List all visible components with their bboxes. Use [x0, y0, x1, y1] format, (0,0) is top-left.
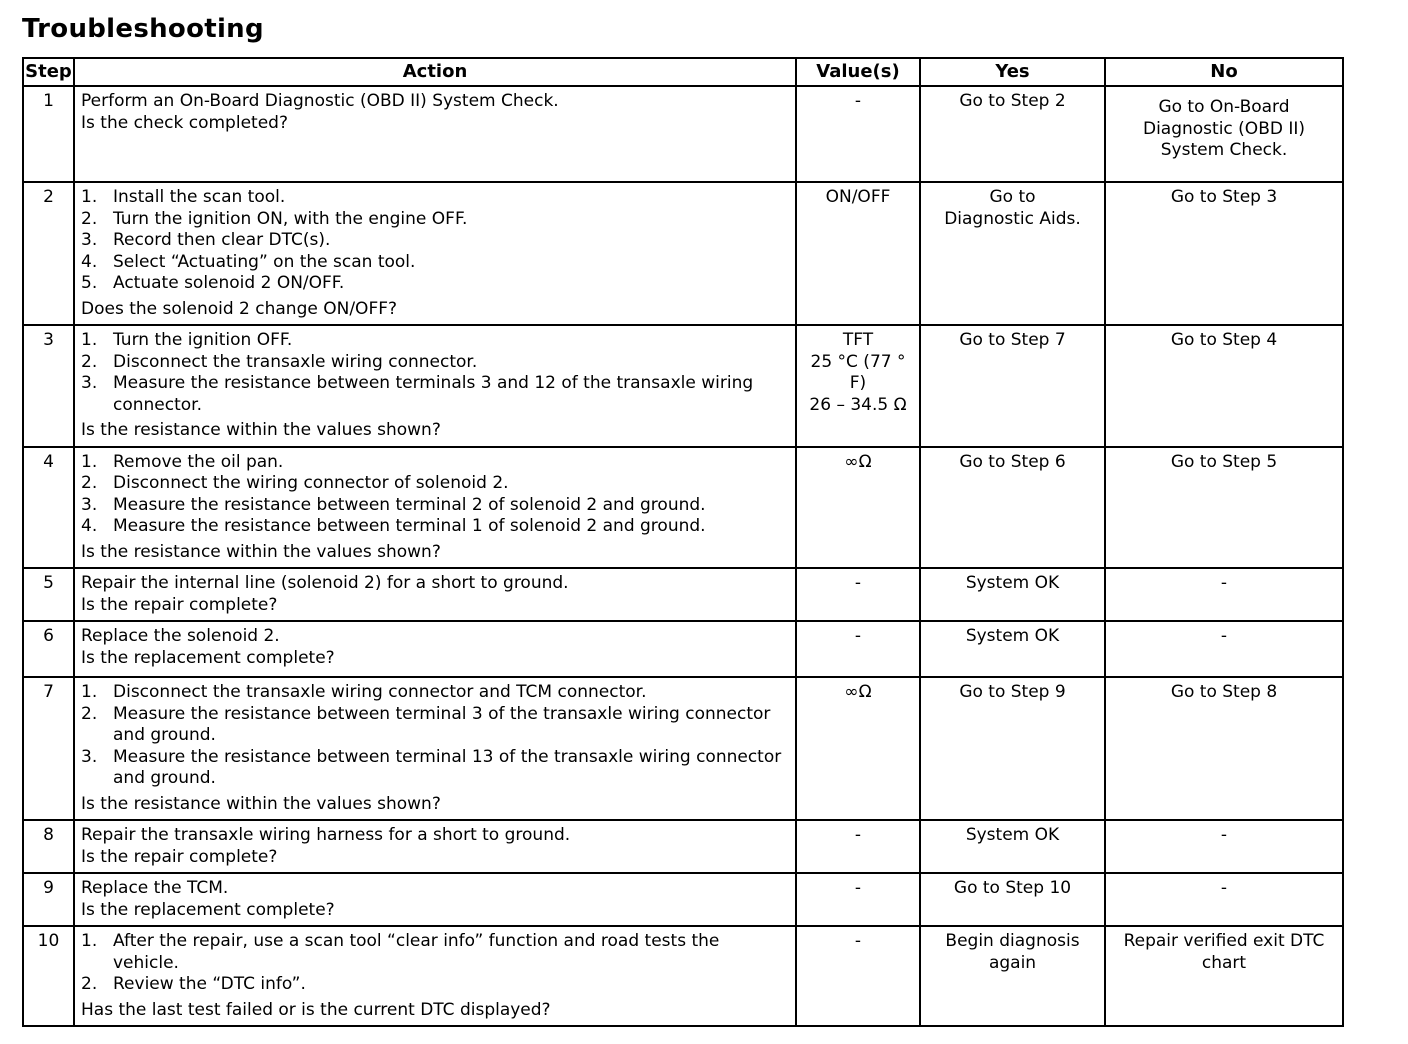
table-row: [23, 86, 1343, 182]
yes-line: again: [988, 952, 1037, 973]
action-step-number: 4.: [81, 516, 98, 536]
no-line: System Check.: [1160, 140, 1288, 160]
action-step-number: 2.: [81, 351, 98, 372]
action-question: Is the repair complete?: [81, 846, 278, 867]
action-cell: [74, 926, 796, 1026]
action-step-number: 1.: [81, 682, 98, 702]
step-cell: [23, 447, 74, 569]
value-cell: [796, 325, 920, 447]
action-text: Replace the TCM.: [81, 878, 229, 898]
action-question: Is the resistance within the values shown?: [81, 541, 441, 562]
action-cell: [74, 86, 796, 182]
no-line: Diagnostic (OBD II): [1142, 118, 1306, 139]
action-cell: [74, 873, 796, 926]
yes-cell: [920, 182, 1105, 325]
action-cell: [74, 568, 796, 621]
no-text: Go to Step 4: [1170, 330, 1278, 350]
yes-text: Go to Step 7: [959, 330, 1066, 350]
action-text: Repair the internal line (solenoid 2) for a short to ground.: [81, 573, 569, 593]
header-row: [23, 58, 1343, 86]
step-number: 2: [43, 187, 54, 207]
value-cell: [796, 820, 920, 873]
action-step-text: Disconnect the wiring connector of solenoid 2.: [113, 473, 509, 493]
action-step-item: [81, 209, 789, 231]
value-cell: [796, 86, 920, 182]
table-row: [23, 568, 1343, 621]
action-step-number: 3.: [81, 494, 98, 515]
action-step-number: 3.: [81, 373, 98, 393]
action-cell: [74, 820, 796, 873]
action-step-item: [81, 373, 789, 416]
table-row: [23, 447, 1343, 569]
step-number: 1: [43, 91, 54, 111]
value-line: F): [849, 373, 867, 393]
action-cell: [74, 182, 796, 325]
table-row: [23, 873, 1343, 926]
action-step-text: Actuate solenoid 2 ON/OFF.: [113, 273, 345, 293]
no-cell: [1105, 873, 1343, 926]
step-cell: [23, 325, 74, 447]
value-text: ∞Ω: [844, 682, 872, 702]
value-line: 26 – 34.5 Ω: [809, 394, 907, 415]
action-step-text: Turn the ignition ON, with the engine OFF.: [113, 208, 468, 229]
step-number: 5: [43, 573, 54, 593]
action-step-number: 5.: [81, 273, 98, 293]
action-step-text: Select “Actuating” on the scan tool.: [113, 251, 416, 272]
action-step-number: 1.: [81, 931, 98, 951]
action-cell: [74, 621, 796, 677]
troubleshooting-table: [22, 57, 1344, 1027]
step-cell: [23, 86, 74, 182]
value-line: 25 °C (77 °: [810, 351, 906, 372]
action-step-text: Install the scan tool.: [113, 187, 286, 207]
action-step-item: [81, 330, 789, 352]
yes-cell: [920, 873, 1105, 926]
action-question: Is the resistance within the values shown?: [81, 420, 441, 440]
action-step-number: 1.: [81, 187, 98, 207]
action-step-item: [81, 704, 789, 747]
value-cell: [796, 873, 920, 926]
action-step-text: Review the “DTC info”.: [113, 974, 306, 994]
no-text: Go to Step 8: [1170, 682, 1278, 702]
header-action: Action: [74, 58, 796, 86]
yes-line: Go to: [989, 187, 1036, 207]
yes-cell: [920, 677, 1105, 820]
step-cell: [23, 873, 74, 926]
no-cell: [1105, 568, 1343, 621]
no-text: Go to Step 3: [1170, 187, 1278, 207]
action-step-item: [81, 230, 789, 252]
no-line: chart: [1201, 952, 1247, 973]
step-number: 3: [43, 330, 54, 350]
action-steps-list: [81, 330, 789, 416]
yes-text: Go to Step 2: [959, 91, 1066, 111]
value-cell: [796, 182, 920, 325]
action-text: Replace the solenoid 2.: [81, 626, 280, 646]
value-cell: [796, 677, 920, 820]
action-step-number: 3.: [81, 746, 98, 767]
action-step-number: 2.: [81, 974, 98, 994]
action-step-number: 2.: [81, 208, 98, 229]
yes-cell: [920, 568, 1105, 621]
action-cell: [74, 447, 796, 569]
table-row: [23, 820, 1343, 873]
action-steps-list: [81, 452, 789, 538]
step-number: 6: [43, 626, 54, 646]
action-question: Is the check completed?: [81, 112, 288, 133]
yes-cell: [920, 325, 1105, 447]
yes-cell: [920, 447, 1105, 569]
no-text: Go to Step 5: [1170, 451, 1278, 472]
step-number: 10: [37, 931, 60, 951]
action-step-number: 1.: [81, 330, 98, 350]
action-step-item: [81, 974, 789, 996]
action-step-text: Measure the resistance between terminals 3 and 12 of the transaxle wiring connector.: [113, 373, 754, 415]
header-values: Value(s): [796, 58, 920, 86]
header-yes: Yes: [920, 58, 1105, 86]
value-text: -: [854, 91, 862, 111]
table-row: [23, 677, 1343, 820]
value-text: ON/OFF: [825, 187, 891, 207]
yes-cell: [920, 86, 1105, 182]
action-step-text: Measure the resistance between terminal 3 of the transaxle wiring connector and ground.: [113, 703, 771, 745]
header-no: No: [1105, 58, 1343, 86]
action-cell: [74, 325, 796, 447]
step-cell: [23, 820, 74, 873]
yes-text: Go to Step 9: [959, 682, 1066, 702]
value-line: TFT: [842, 330, 874, 350]
action-step-number: 3.: [81, 230, 98, 250]
action-question: Is the resistance within the values shown?: [81, 793, 441, 814]
action-step-item: [81, 495, 789, 517]
value-cell: [796, 568, 920, 621]
value-text: -: [854, 626, 862, 646]
action-step-item: [81, 187, 789, 209]
step-cell: [23, 677, 74, 820]
no-line: Go to On-Board: [1158, 97, 1290, 117]
action-step-number: 1.: [81, 451, 98, 472]
action-step-item: [81, 931, 789, 974]
step-number: 8: [43, 825, 54, 845]
action-step-item: [81, 516, 789, 538]
action-step-item: [81, 682, 789, 704]
action-steps-list: [81, 187, 789, 295]
action-cell: [74, 677, 796, 820]
value-text: -: [854, 931, 862, 951]
yes-line: Diagnostic Aids.: [944, 208, 1081, 229]
action-step-item: [81, 273, 789, 295]
step-number: 4: [43, 451, 54, 472]
page-title: Troubleshooting: [22, 14, 264, 44]
action-step-item: [81, 452, 789, 474]
action-step-item: [81, 473, 789, 495]
action-step-number: 4.: [81, 251, 98, 272]
action-step-text: Measure the resistance between terminal 13 of the transaxle wiring connector and ground.: [113, 746, 782, 788]
action-step-number: 2.: [81, 703, 98, 724]
action-step-text: After the repair, use a scan tool “clear info” function and road tests the vehicle.: [113, 931, 720, 973]
action-step-item: [81, 352, 789, 374]
value-cell: [796, 926, 920, 1026]
action-step-text: Disconnect the transaxle wiring connector and TCM connector.: [113, 682, 647, 702]
yes-cell: [920, 926, 1105, 1026]
step-cell: [23, 182, 74, 325]
no-text: -: [1220, 573, 1228, 593]
action-steps-list: [81, 931, 789, 996]
no-cell: [1105, 621, 1343, 677]
header-step: Step: [23, 58, 74, 86]
no-cell: [1105, 677, 1343, 820]
action-step-number: 2.: [81, 473, 98, 493]
action-step-text: Remove the oil pan.: [113, 451, 284, 472]
value-text: -: [854, 573, 862, 593]
table-row: [23, 325, 1343, 447]
action-step-text: Disconnect the transaxle wiring connector.: [113, 351, 478, 372]
action-step-item: [81, 252, 789, 274]
no-cell: [1105, 182, 1343, 325]
table-row: [23, 926, 1343, 1026]
yes-cell: [920, 820, 1105, 873]
yes-text: Go to Step 10: [953, 878, 1072, 898]
action-step-text: Measure the resistance between terminal 1 of solenoid 2 and ground.: [113, 516, 706, 536]
action-question: Does the solenoid 2 change ON/OFF?: [81, 298, 398, 319]
no-cell: [1105, 820, 1343, 873]
value-text: -: [854, 878, 862, 898]
action-steps-list: [81, 682, 789, 790]
action-question: Has the last test failed or is the current DTC displayed?: [81, 999, 551, 1020]
action-question: Is the replacement complete?: [81, 899, 335, 920]
value-cell: [796, 447, 920, 569]
action-step-text: Record then clear DTC(s).: [113, 230, 331, 250]
value-cell: [796, 621, 920, 677]
yes-line: Begin diagnosis: [945, 931, 1080, 951]
action-question: Is the replacement complete?: [81, 647, 335, 668]
table-row: [23, 182, 1343, 325]
step-cell: [23, 621, 74, 677]
no-cell: [1105, 86, 1343, 182]
action-question: Is the repair complete?: [81, 594, 278, 615]
action-step-text: Measure the resistance between terminal 2 of solenoid 2 and ground.: [113, 494, 706, 515]
yes-text: Go to Step 6: [959, 451, 1066, 472]
no-text: -: [1220, 825, 1228, 845]
yes-cell: [920, 621, 1105, 677]
step-number: 9: [43, 878, 54, 898]
no-text: -: [1220, 626, 1228, 646]
step-number: 7: [43, 682, 54, 702]
table-row: [23, 621, 1343, 677]
action-text: Repair the transaxle wiring harness for a short to ground.: [81, 825, 571, 845]
step-cell: [23, 568, 74, 621]
no-cell: [1105, 926, 1343, 1026]
value-text: -: [854, 825, 862, 845]
action-text: Perform an On-Board Diagnostic (OBD II) System Check.: [81, 91, 559, 111]
no-text: -: [1220, 878, 1228, 898]
value-text: ∞Ω: [844, 451, 872, 472]
step-cell: [23, 926, 74, 1026]
no-cell: [1105, 447, 1343, 569]
no-cell: [1105, 325, 1343, 447]
yes-text: System OK: [965, 825, 1060, 845]
action-step-item: [81, 747, 789, 790]
yes-text: System OK: [965, 626, 1060, 646]
action-step-text: Turn the ignition OFF.: [113, 330, 293, 350]
yes-text: System OK: [965, 573, 1060, 593]
no-line: Repair verified exit DTC: [1123, 931, 1325, 951]
